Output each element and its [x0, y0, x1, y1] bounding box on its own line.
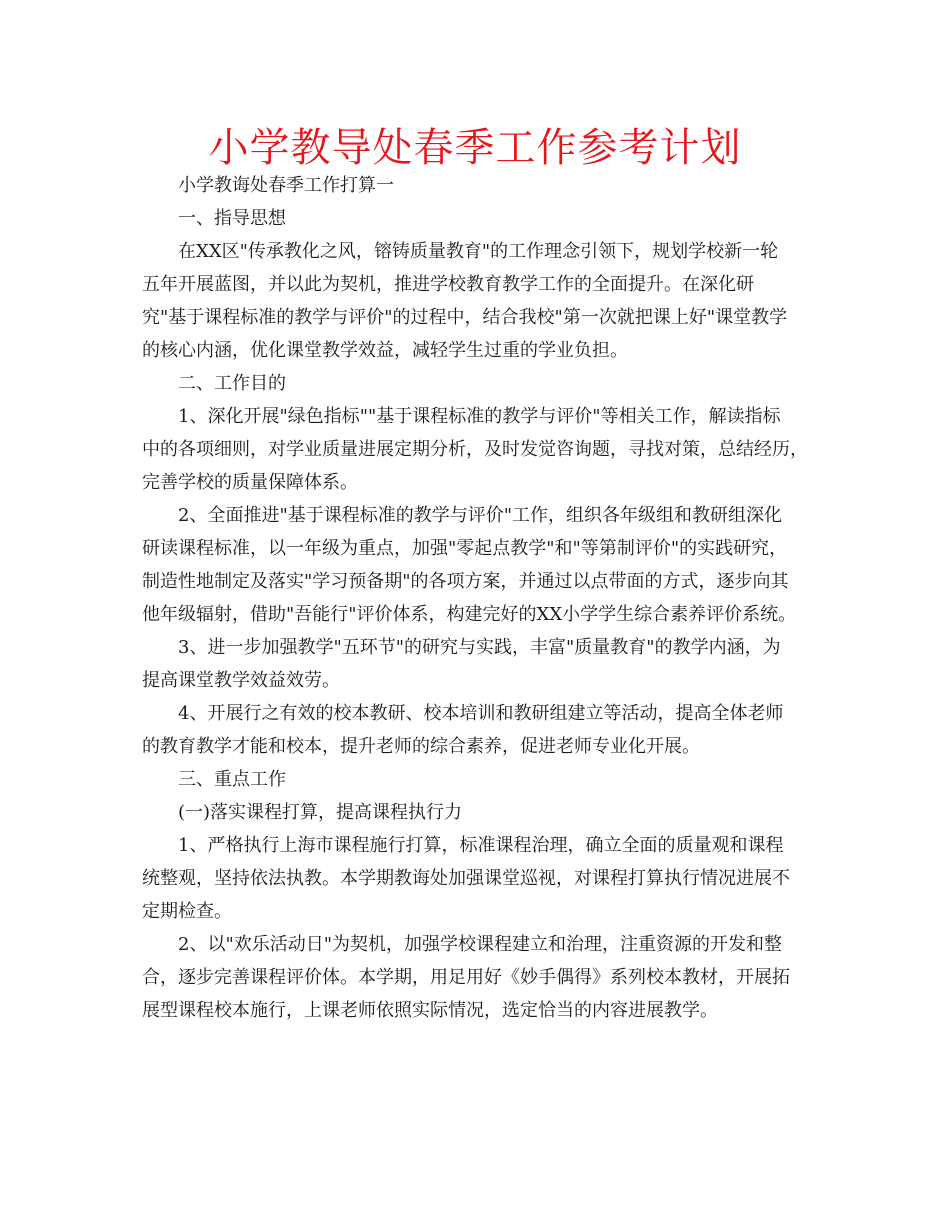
paragraph-line: 的核心内涵，优化课堂教学效益，减轻学生过重的学业负担。 — [142, 340, 628, 361]
paragraph-line: 完善学校的质量保障体系。 — [142, 472, 358, 493]
paragraph-line: 制造性地制定及落实"学习预备期"的各项方案，并通过以点带面的方式，逐步向其 — [142, 571, 789, 592]
paragraph-line: 定期检查。 — [142, 901, 232, 922]
paragraph-line: 统整观，坚持依法执教。本学期教诲处加强课堂巡视，对课程打算执行情况进展不 — [142, 868, 790, 889]
paragraph-line: 研读课程标准，以一年级为重点，加强"零起点教学"和"等第制评价"的实践研究， — [142, 538, 788, 559]
section-heading: 一、指导思想 — [178, 208, 286, 229]
paragraph-line: 3、进一步加强教学"五环节"的研究与实践，丰富"质量教育"的教学内涵，为 — [178, 637, 781, 658]
paragraph-line: 展型课程校本施行，上课老师依照实际情况，选定恰当的内容进展教学。 — [142, 1000, 718, 1021]
paragraph-line: 4、开展行之有效的校本教研、校本培训和教研组建立等活动，提高全体老师 — [178, 703, 784, 724]
subtitle-line: 小学教诲处春季工作打算一 — [178, 175, 394, 196]
document-title: 小学教导处春季工作参考计划 — [208, 125, 742, 171]
subsection-heading: (一)落实课程打算，提高课程执行力 — [178, 802, 463, 823]
paragraph-line: 1、深化开展"绿色指标""基于课程标准的教学与评价"等相关工作，解读指标 — [178, 406, 781, 427]
paragraph-line: 合，逐步完善课程评价体。本学期，用足用好《妙手偶得》系列校本教材，开展拓 — [142, 967, 790, 988]
paragraph-line: 2、全面推进"基于课程标准的教学与评价"工作，组织各年级组和教研组深化 — [178, 505, 783, 526]
paragraph-line: 提高课堂教学效益效劳。 — [142, 670, 340, 691]
paragraph-line: 他年级辐射，借助"吾能行"评价体系，构建完好的XX小学学生综合素养评价系统。 — [142, 604, 797, 625]
paragraph-line: 2、以"欢乐活动日"为契机，加强学校课程建立和治理，注重资源的开发和整 — [178, 934, 783, 955]
paragraph-line: 究"基于课程标准的教学与评价"的过程中，结合我校"第一次就把课上好"课堂教学 — [142, 307, 788, 328]
section-heading: 二、工作目的 — [178, 373, 286, 394]
section-heading: 三、重点工作 — [178, 769, 286, 790]
paragraph-line: 的教育教学才能和校本，提升老师的综合素养，促进老师专业化开展。 — [142, 736, 700, 757]
paragraph-line: 1、严格执行上海市课程施行打算，标准课程治理，确立全面的质量观和课程 — [178, 835, 784, 856]
paragraph-line: 五年开展蓝图，并以此为契机，推进学校教育教学工作的全面提升。在深化研 — [142, 274, 754, 295]
paragraph-line: 在XX区"传承教化之风，镕铸质量教育"的工作理念引领下，规划学校新一轮 — [178, 241, 779, 262]
paragraph-line: 中的各项细则，对学业质量进展定期分析，及时发觉咨询题，寻找对策，总结经历， — [142, 439, 808, 460]
